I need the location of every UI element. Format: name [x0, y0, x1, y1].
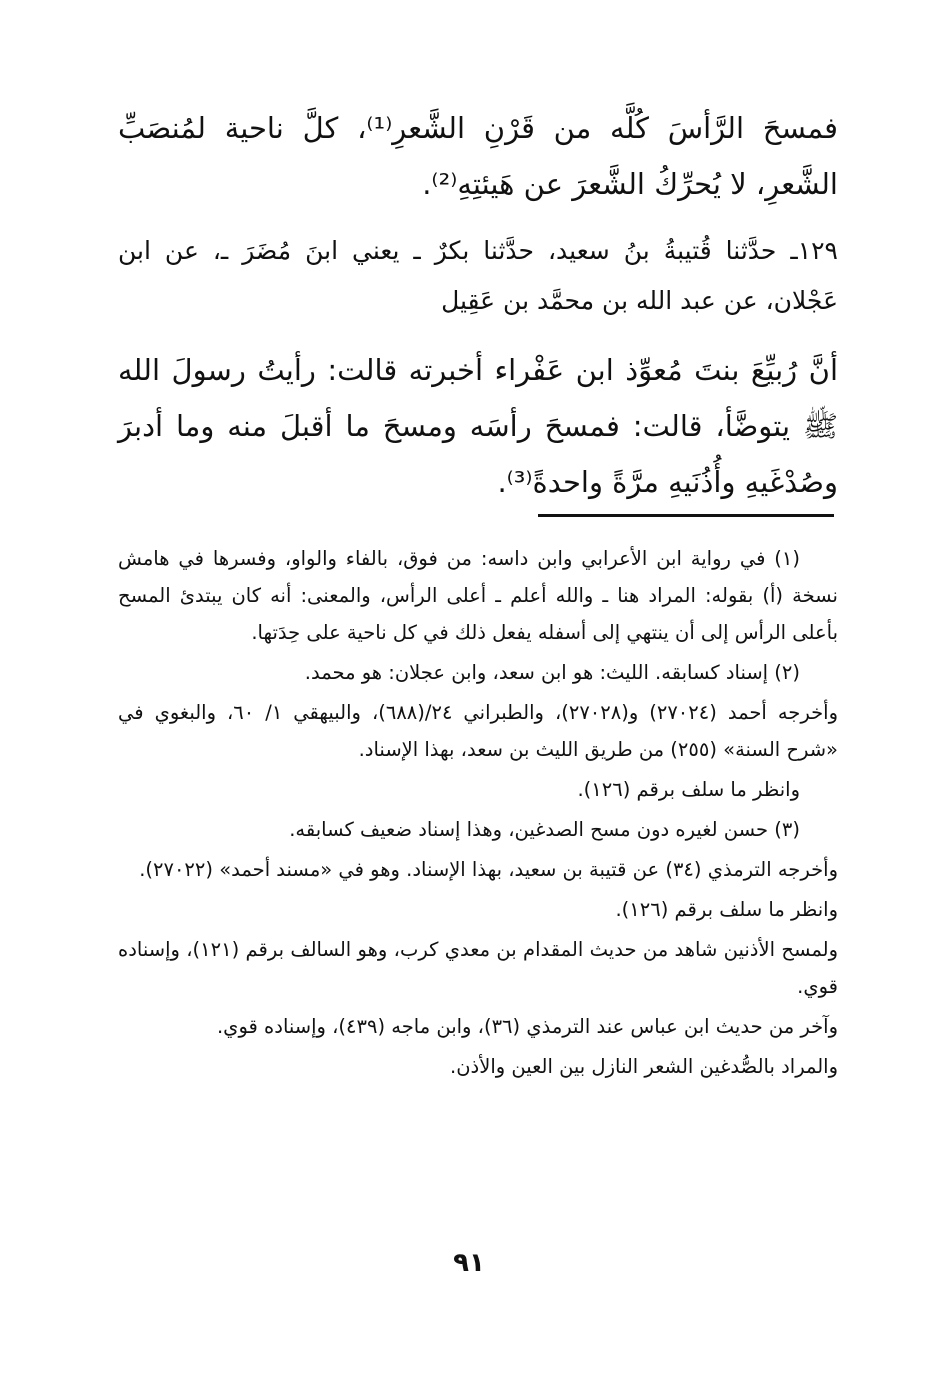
main-text-area: [118, 100, 838, 518]
footnote-separator: [538, 514, 834, 517]
footnote-2-ref-1: وأخرجه أحمد (٢٧٠٢٤) و(٢٧٠٢٨)، والطبراني ٢٤/(٦٨٨)، والبيهقي ١/ ٦٠، والبغوي في «شرح السنة» (٢٥٥) من طريق الليث بن سعد، بهذا الإسناد.: [118, 701, 838, 761]
footnote-3-ref-5: والمراد بالصُّدغين الشعر النازل بين العين والأذن.: [450, 1055, 838, 1078]
footnote-3-ref-2: وانظر ما سلف برقم (١٢٦).: [615, 898, 838, 921]
page-number: ٩١: [453, 1248, 485, 1278]
footnotes-area: [118, 540, 838, 1088]
footnote-3-ref-3: ولمسح الأذنين شاهد من حديث المقدام بن معدي كرب، وهو السالف برقم (١٢١)، وإسناده قوي.: [118, 938, 838, 998]
hadith-text-paragraph: أنَّ رُبيِّعَ بنتَ مُعوِّذ ابن عَفْراء أخبرته قالت: رأيتُ رسولَ الله ﷺ يتوضَّأ، قالت: فمسحَ رأسَه ومسحَ ما أقبلَ منه وما أدبرَ وصُدْغَيهِ وأُذُنَيهِ مرَّةً واحدةً⁽³⁾.: [118, 353, 838, 499]
footnote-2-ref-2: وانظر ما سلف برقم (١٢٦).: [577, 778, 800, 801]
hadith-chain-paragraph: ١٢٩ـ حدَّثنا قُتيبةُ بنُ سعيد، حدَّثنا بكرٌ ـ يعني ابنَ مُضَرَ ـ، عن ابن عَجْلان، عن عبد الله بن محمَّد بن عَقِيل: [118, 236, 838, 315]
footnote-1: (١) في رواية ابن الأعرابي وابن داسه: من فوق، بالفاء والواو، وفسرها في هامش نسخة (أ) بقوله: المراد هنا ـ والله أعلم ـ أعلى الرأس، والمعنى: أنه كان يبتدئ المسح بأعلى الرأس إلى أن ينتهي إلى أسفله يفعل ذلك في كل ناحية على حِدَتها.: [118, 547, 838, 644]
footnote-3-ref-1: وأخرجه الترمذي (٣٤) عن قتيبة بن سعيد، بهذا الإسناد. وهو في «مسند أحمد» (٢٧٠٢٢).: [139, 858, 838, 881]
footnote-2: (٢) إسناد كسابقه. الليث: هو ابن سعد، وابن عجلان: هو محمد.: [304, 661, 800, 684]
footnote-3-ref-4: وآخر من حديث ابن عباس عند الترمذي (٣٦)، وابن ماجه (٤٣٩)، وإسناده قوي.: [216, 1015, 838, 1038]
main-paragraph: فمسحَ الرَّأسَ كُلَّه من قَرْنِ الشَّعرِ⁽¹⁾، كلَّ ناحية لمُنصَبِّ الشَّعرِ، لا يُحرِّكُ الشَّعرَ عن هَيئتِهِ⁽²⁾.: [118, 111, 838, 201]
footnote-3: (٣) حسن لغيره دون مسح الصدغين، وهذا إسناد ضعيف كسابقه.: [289, 818, 800, 841]
